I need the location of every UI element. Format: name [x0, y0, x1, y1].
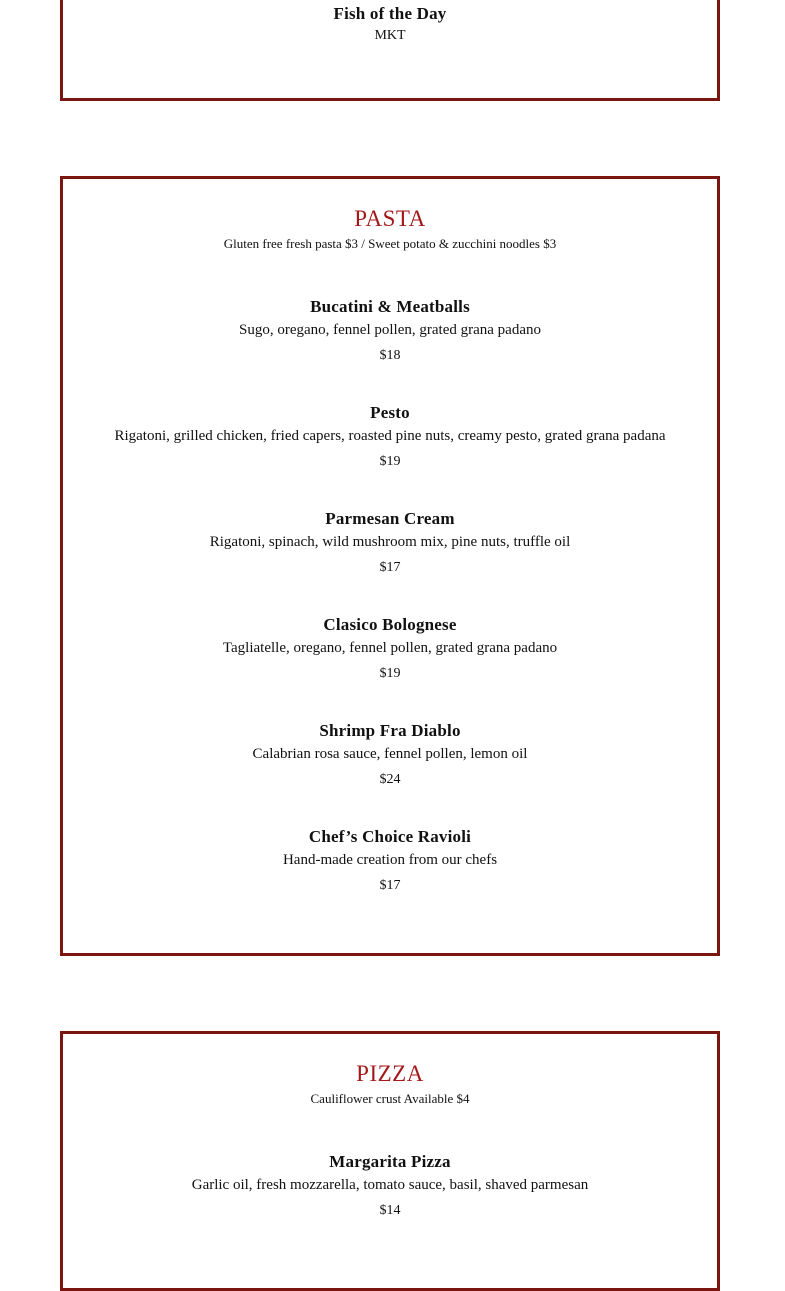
menu-item-description: Rigatoni, spinach, wild mushroom mix, pine nuts, truffle oil — [209, 534, 571, 550]
menu-item-description: Garlic oil, fresh mozzarella, tomato sauce, basil, shaved parmesan — [191, 1177, 589, 1193]
section-title: PIZZA — [356, 1061, 424, 1086]
section-title: PASTA — [354, 206, 426, 231]
section-note: Gluten free fresh pasta $3 / Sweet potato & zucchini noodles $3 — [223, 236, 557, 251]
menu-item-price: $19 — [379, 454, 401, 469]
menu-item-name: Parmesan Cream — [325, 509, 455, 528]
menu-section-top — [60, 0, 720, 101]
menu-item-price: $17 — [379, 560, 401, 575]
menu-item-name: Clasico Bolognese — [323, 615, 457, 634]
menu-item-price: $14 — [379, 1203, 401, 1218]
menu-item-name: Bucatini & Meatballs — [310, 297, 470, 316]
menu-section-pasta — [60, 176, 720, 956]
menu-item — [63, 296, 717, 365]
menu-item-name: Pesto — [370, 403, 410, 422]
menu-item-description: Calabrian rosa sauce, fennel pollen, lemon oil — [252, 746, 528, 762]
menu-item — [63, 1151, 717, 1220]
menu-item-price: MKT — [374, 28, 406, 43]
menu-item-price: $17 — [379, 878, 401, 893]
menu-item-price: $19 — [379, 666, 401, 681]
menu-item-description: Tagliatelle, oregano, fennel pollen, grated grana padano — [222, 640, 558, 656]
menu-item-description: Sugo, oregano, fennel pollen, grated grana padano — [239, 322, 541, 338]
menu-item-description: Rigatoni, grilled chicken, fried capers, roasted pine nuts, creamy pesto, grated grana padana — [114, 428, 666, 444]
menu-item-name: Margarita Pizza — [329, 1152, 451, 1171]
menu-item-description: Hand-made creation from our chefs — [282, 852, 498, 868]
menu-item — [63, 826, 717, 895]
menu-item — [63, 614, 717, 683]
section-note: Cauliflower crust Available $4 — [310, 1091, 470, 1106]
menu-item — [63, 720, 717, 789]
menu-section-pizza — [60, 1031, 720, 1291]
menu-item — [63, 402, 717, 471]
menu-item — [63, 508, 717, 577]
menu-item-price: $18 — [379, 348, 401, 363]
menu-item-name: Chef’s Choice Ravioli — [308, 827, 472, 846]
menu-item-fish-of-the-day — [63, 3, 717, 46]
menu-item-name: Fish of the Day — [333, 4, 447, 23]
menu-item-price: $24 — [379, 772, 401, 787]
menu-item-name: Shrimp Fra Diablo — [319, 721, 461, 740]
